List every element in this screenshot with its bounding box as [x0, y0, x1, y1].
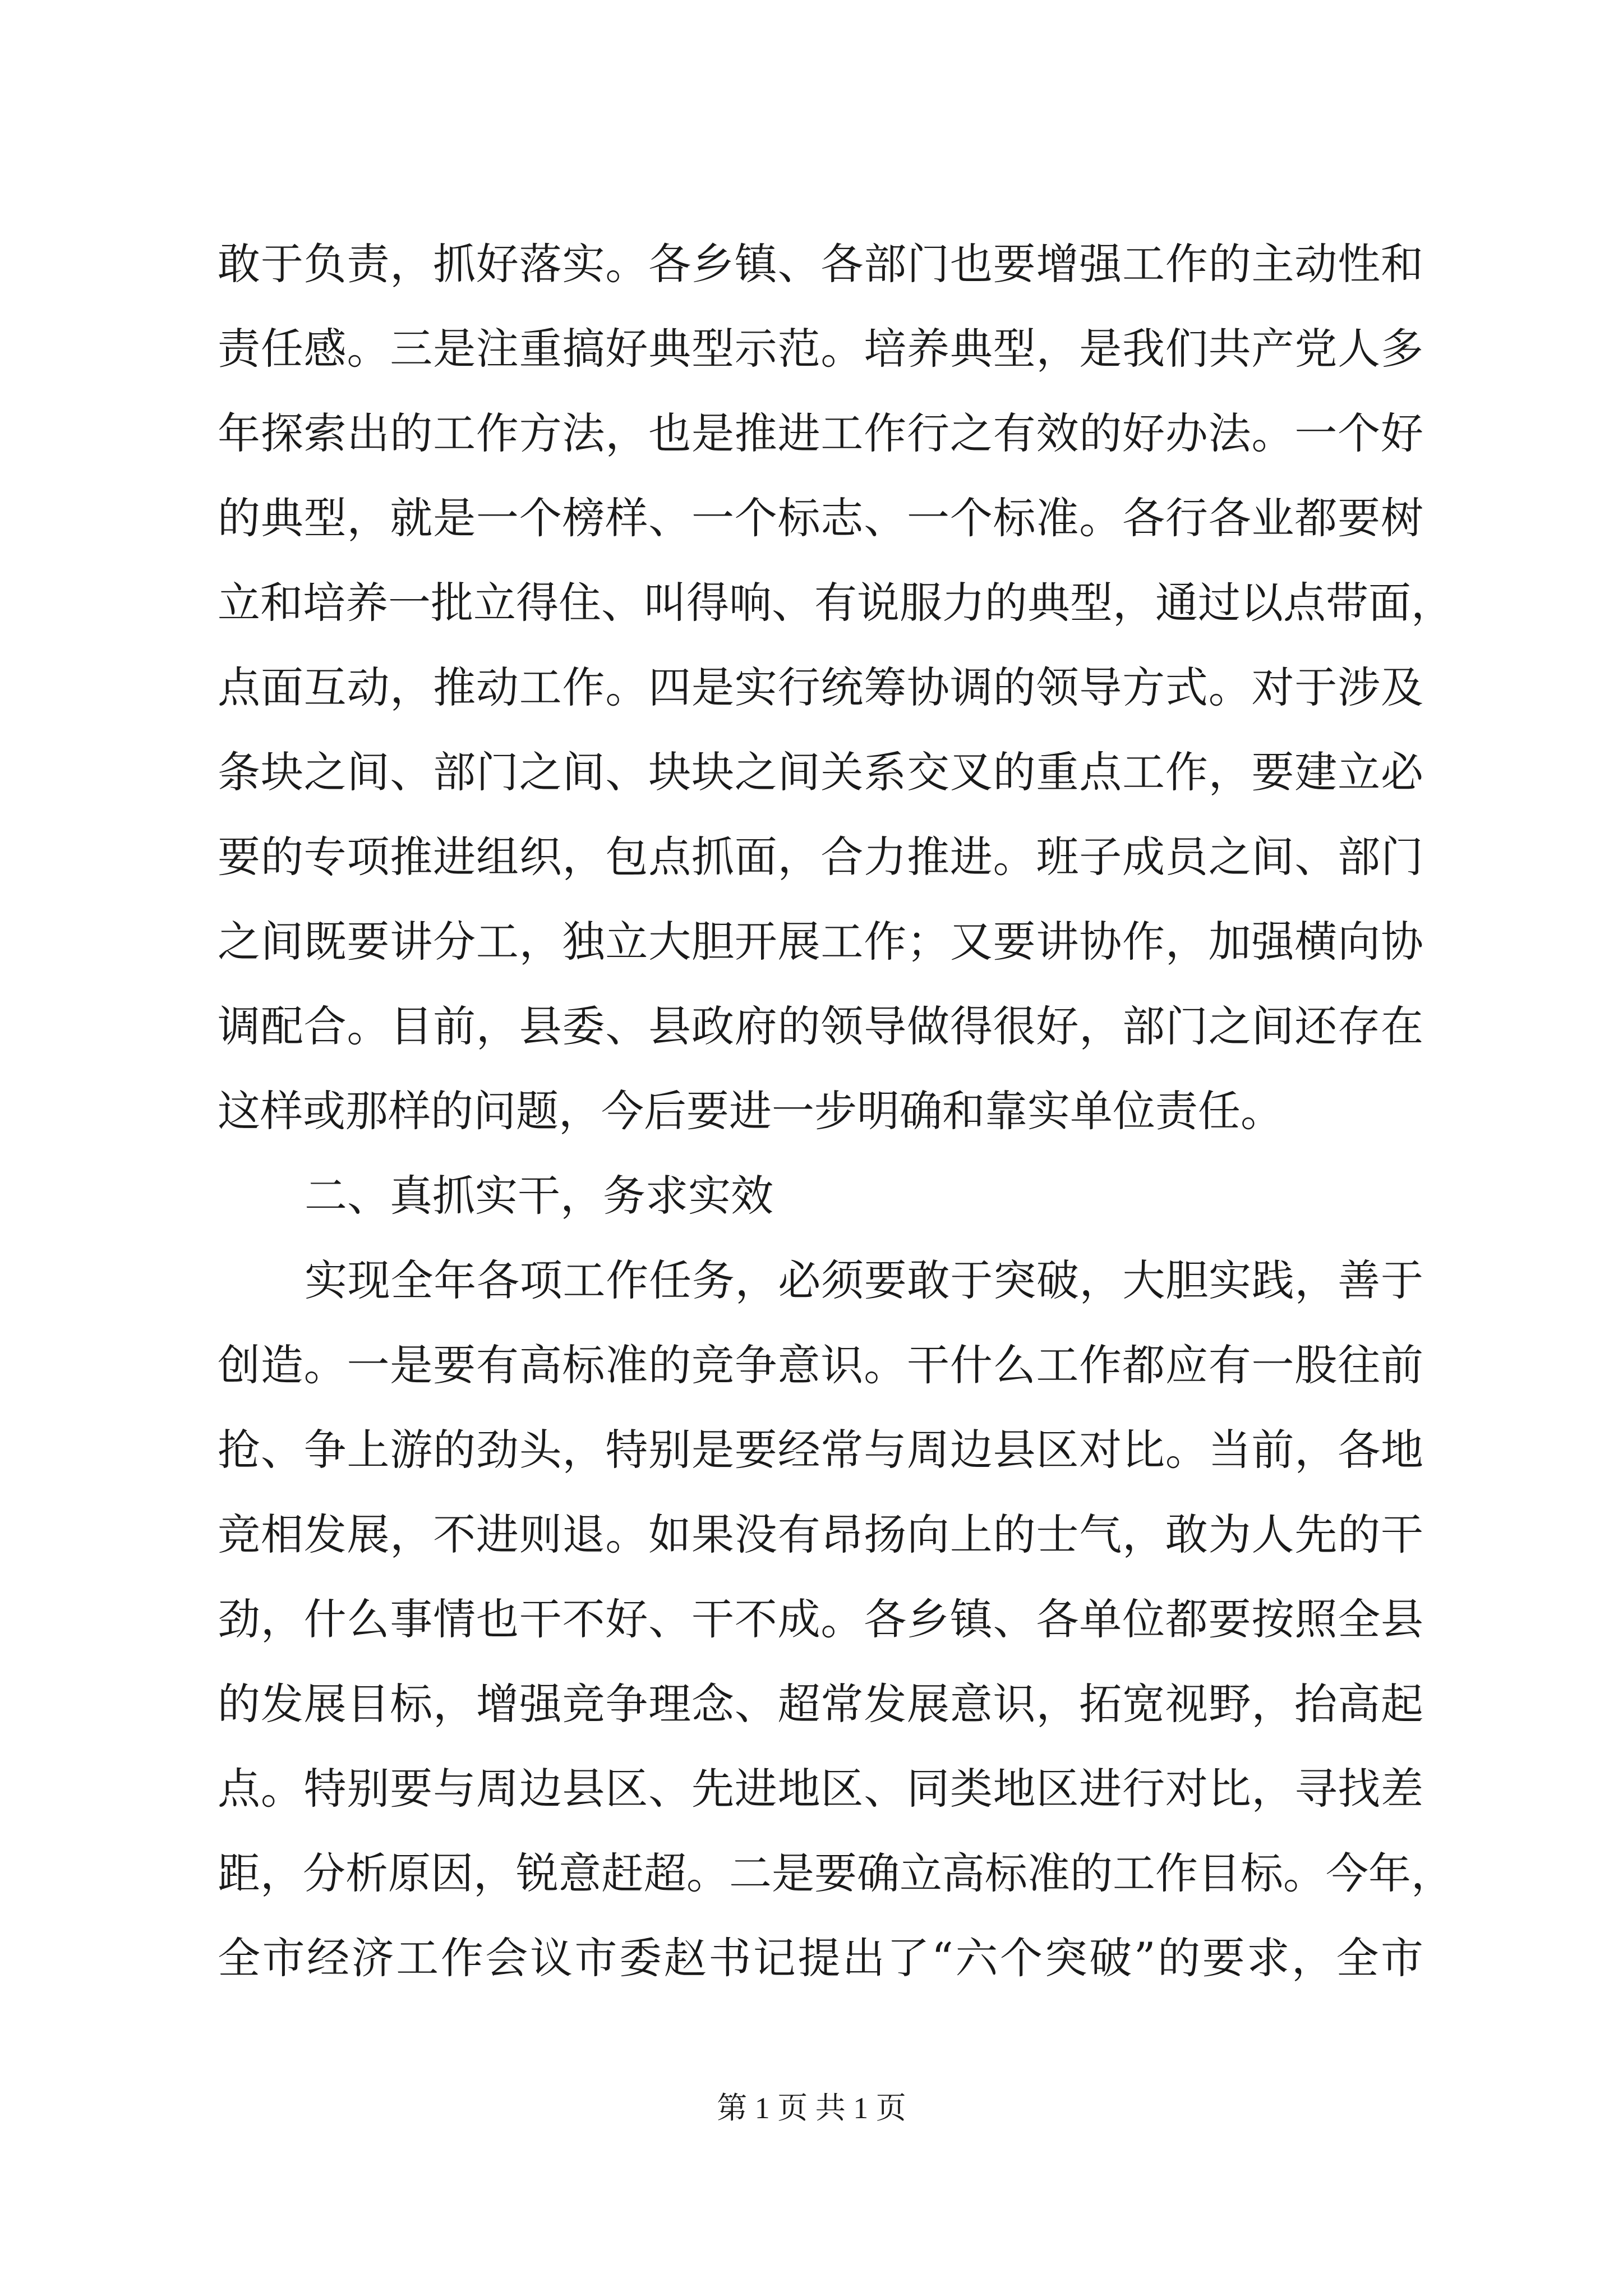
text-line: 调配合。目前，县委、县政府的领导做得很好，部门之间还存在 [218, 1001, 1423, 1051]
section-heading: 二、真抓实干，务求实效 [305, 1171, 773, 1221]
text-line: 点。特别要与周边县区、先进地区、同类地区进行对比，寻找差 [218, 1764, 1423, 1814]
text-line: 这样或那样的问题，今后要进一步明确和靠实单位责任。 [218, 1086, 1283, 1136]
text-line: 之间既要讲分工，独立大胆开展工作；又要讲协作，加强横向协 [218, 917, 1423, 967]
text-line: 全市经济工作会议市委赵书记提出了“六个突破”的要求，全市 [218, 1933, 1423, 1983]
text-line: 的典型，就是一个榜样、一个标志、一个标准。各行各业都要树 [218, 493, 1423, 543]
text-line: 抢、争上游的劲头，特别是要经常与周边县区对比。当前，各地 [218, 1425, 1423, 1475]
text-line: 立和培养一批立得住、叫得响、有说服力的典型，通过以点带面， [218, 578, 1454, 628]
text-line: 的发展目标，增强竞争理念、超常发展意识，拓宽视野，抬高起 [218, 1679, 1423, 1729]
text-line: 要的专项推进组织，包点抓面，合力推进。班子成员之间、部门 [218, 832, 1423, 882]
text-line: 年探索出的工作方法，也是推进工作行之有效的好办法。一个好 [218, 408, 1423, 458]
text-line: 劲，什么事情也干不好、干不成。各乡镇、各单位都要按照全县 [218, 1594, 1423, 1644]
page-footer: 第 1 页 共 1 页 [717, 2091, 906, 2125]
text-line: 点面互动，推动工作。四是实行统筹协调的领导方式。对于涉及 [218, 662, 1423, 712]
text-line: 竞相发展，不进则退。如果没有昂扬向上的士气，敢为人先的干 [218, 1510, 1423, 1559]
text-line: 实现全年各项工作任务，必须要敢于突破，大胆实践，善于 [305, 1255, 1423, 1305]
text-line: 责任感。三是注重搞好典型示范。培养典型，是我们共产党人多 [218, 324, 1423, 374]
text-line: 条块之间、部门之间、块块之间关系交叉的重点工作，要建立必 [218, 747, 1423, 797]
text-line: 敢于负责，抓好落实。各乡镇、各部门也要增强工作的主动性和 [218, 239, 1423, 289]
text-line: 距，分析原因，锐意赶超。二是要确立高标准的工作目标。今年， [218, 1848, 1454, 1898]
text-line: 创造。一是要有高标准的竞争意识。干什么工作都应有一股往前 [218, 1340, 1423, 1390]
document-body [218, 222, 1454, 2000]
